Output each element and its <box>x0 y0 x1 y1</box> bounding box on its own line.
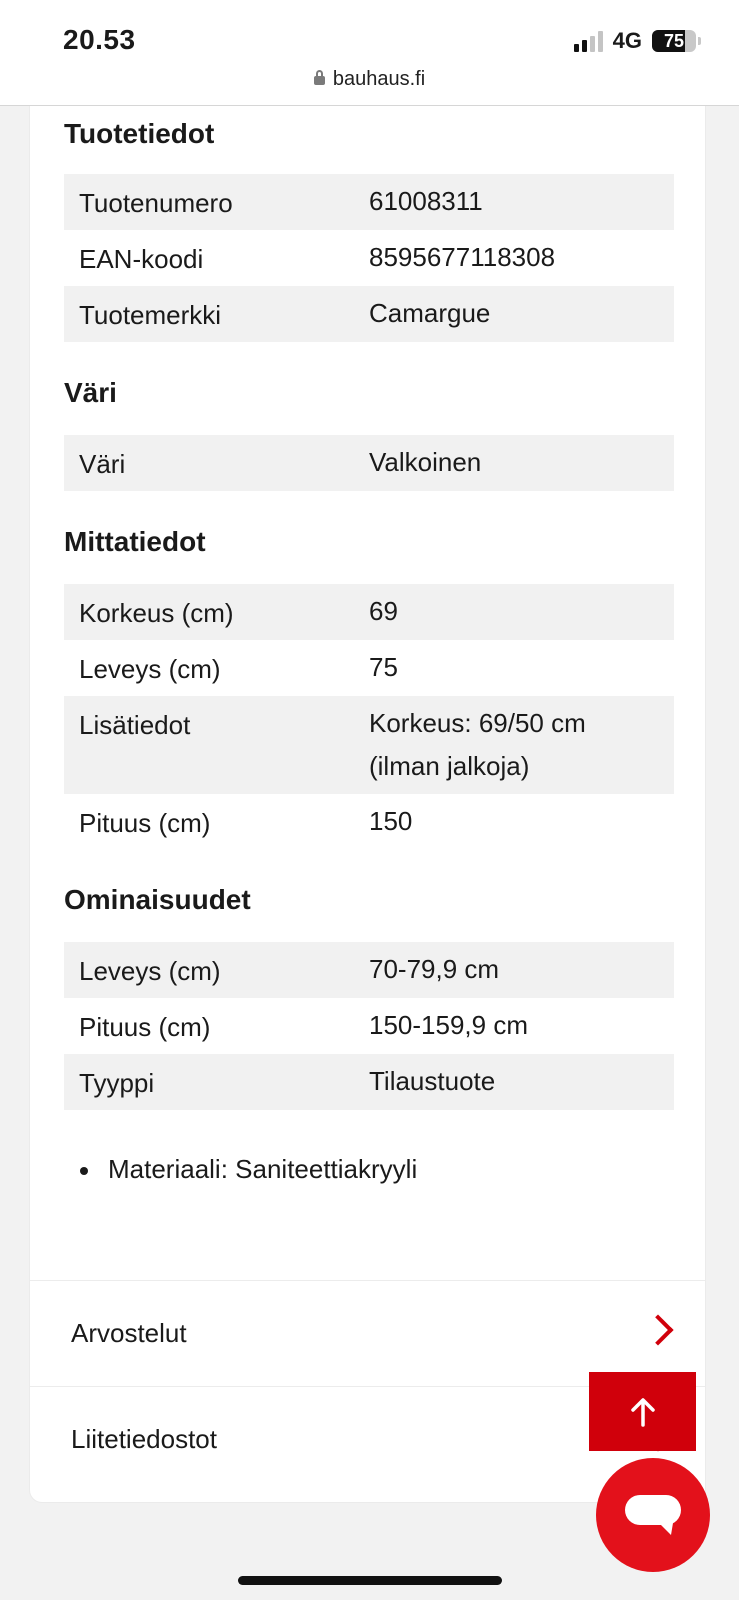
battery-icon <box>652 30 696 52</box>
spec-key: Korkeus (cm) <box>79 598 234 628</box>
spec-key: Pituus (cm) <box>79 1012 211 1042</box>
status-indicators <box>574 28 701 54</box>
battery-percentage: 75 <box>663 31 685 51</box>
chat-button[interactable] <box>596 1458 710 1572</box>
spec-key: Tuotenumero <box>79 188 233 218</box>
home-indicator <box>238 1576 502 1585</box>
features-bullet-list <box>64 1154 417 1185</box>
spec-value: 150-159,9 cm <box>369 1010 528 1040</box>
spec-key: Leveys (cm) <box>79 956 221 986</box>
product-details-card <box>30 90 705 1502</box>
section-title-features: Ominaisuudet <box>64 884 251 915</box>
spec-key: Leveys (cm) <box>79 654 221 684</box>
accordion-reviews[interactable] <box>30 1280 705 1386</box>
lock-icon <box>314 76 325 85</box>
section-title-dimensions: Mittatiedot <box>64 526 206 557</box>
table-row <box>64 696 674 794</box>
status-time: 20.53 <box>63 24 136 55</box>
spec-table-features <box>64 942 674 1110</box>
spec-key: Lisätiedot <box>79 710 191 740</box>
table-row <box>64 1054 674 1110</box>
spec-value: 70-79,9 cm <box>369 954 500 984</box>
spec-table-color <box>64 435 674 491</box>
table-row <box>64 286 674 342</box>
spec-value: Tilaustuote <box>369 1066 496 1096</box>
spec-key: Tuotemerkki <box>79 300 222 330</box>
spec-key: Tyyppi <box>79 1068 155 1098</box>
table-row <box>64 435 674 491</box>
spec-value: 8595677118308 <box>369 242 556 272</box>
spec-value: 61008311 <box>369 186 483 216</box>
spec-value: Valkoinen <box>369 447 482 477</box>
section-title-color: Väri <box>64 377 117 408</box>
chat-bubble-icon <box>623 1493 683 1537</box>
accordion-reviews-label: Arvostelut <box>71 1318 187 1348</box>
spec-value: 150 <box>369 806 413 836</box>
scroll-to-top-button[interactable] <box>589 1372 696 1451</box>
section-title-product-info: Tuotetiedot <box>64 118 215 149</box>
spec-table-product-info <box>64 174 674 342</box>
spec-value: Korkeus: 69/50 cm (ilman jalkoja) <box>369 708 586 781</box>
table-row <box>64 794 674 850</box>
spec-key: Pituus (cm) <box>79 808 211 838</box>
network-label: 4G <box>612 28 642 53</box>
url-text: bauhaus.fi <box>332 68 426 90</box>
battery-cap <box>698 37 701 45</box>
spec-value: Camargue <box>369 298 491 328</box>
signal-icon <box>574 30 603 52</box>
list-item: Materiaali: Saniteettiakryyli <box>64 1154 417 1185</box>
arrow-up-icon <box>630 1397 656 1427</box>
accordion-attachments-label: Liitetiedostot <box>71 1424 217 1454</box>
spec-table-dimensions <box>64 584 674 850</box>
status-bar <box>0 0 739 106</box>
spec-key: Väri <box>79 449 126 479</box>
chevron-right-icon <box>642 1314 673 1345</box>
spec-value: 69 <box>369 596 398 626</box>
address-bar[interactable] <box>0 68 739 91</box>
spec-value: 75 <box>369 652 398 682</box>
spec-key: EAN-koodi <box>79 244 204 274</box>
